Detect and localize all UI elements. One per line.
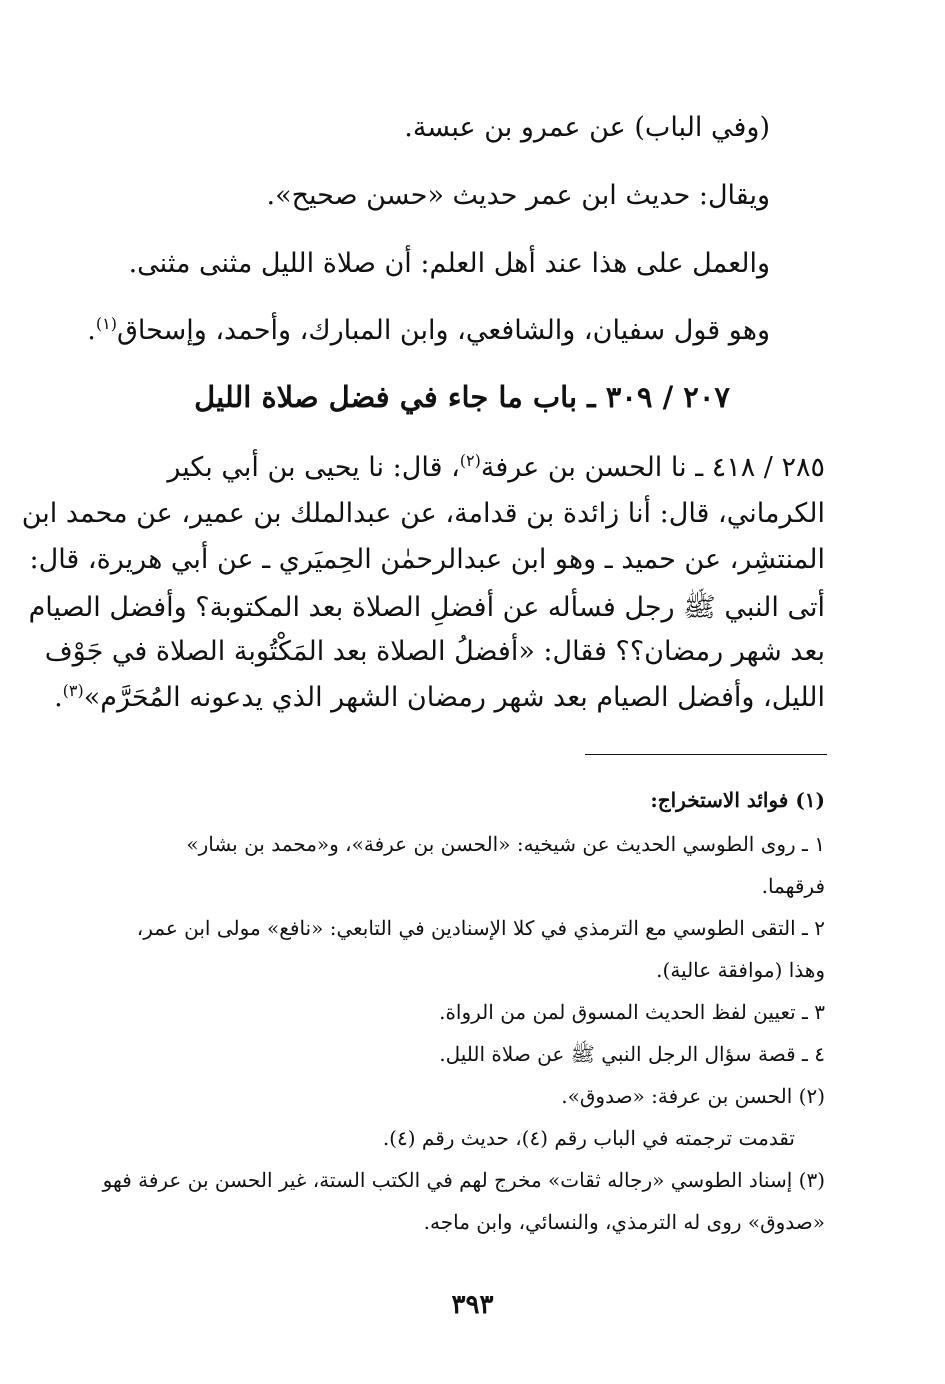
hadith-line: المنتشِر، عن حميد ـ وهو ابن عبدالرحمٰن الحِميَري ـ عن أبي هريرة، قال:: [29, 544, 825, 575]
text-segment: .: [54, 682, 63, 713]
footnote-2-detail: تقدمت ترجمته في الباب رقم (٤)، حديث رقم (٤).: [382, 1126, 795, 1150]
text-segment: وهو قول سفيان، والشافعي، وابن المبارك، وأحمد، وإسحاق: [116, 315, 770, 346]
text-segment: ، قال: نا يحيى بن أبي بكير: [167, 452, 460, 483]
footnote-item: ١ ـ روى الطوسي الحديث عن شيخيه: «الحسن بن عرفة»، و«محمد بن بشار»: [186, 832, 825, 856]
footnote-divider: [585, 754, 827, 755]
hadith-line: بعد شهر رمضان؟؟ فقال: «أفضلُ الصلاة بعد المَكْتُوبة الصلاة في جَوْف: [44, 636, 825, 667]
text-line: (وفي الباب) عن عمرو بن عبسة.: [404, 112, 770, 143]
footnote-item: فرقهما.: [761, 874, 825, 898]
hadith-line: الكرماني، قال: أنا زائدة بن قدامة، عن عبدالملك بن عمير، عن محمد ابن: [21, 498, 825, 529]
footnote-marker[interactable]: (١): [95, 314, 117, 333]
footnote-3: (٣) إسناد الطوسي «رجاله ثقات» مخرج لهم في الكتب الستة، غير الحسن بن عرفة فهو: [102, 1168, 825, 1192]
footnote-1-label: (١) فوائد الاستخراج:: [650, 788, 825, 812]
hadith-line: [54, 682, 825, 713]
footnote-marker[interactable]: (٢): [459, 451, 481, 470]
footnote-marker[interactable]: (٣): [62, 681, 84, 700]
footnote-item: ٣ ـ تعيين لفظ الحديث المسوق لمن من الرواة.: [439, 1000, 825, 1024]
text-line: والعمل على هذا عند أهل العلم: أن صلاة الليل مثنى مثنى.: [128, 248, 770, 279]
footnote-item: وهذا (موافقة عالية).: [656, 958, 825, 982]
page-number: ٣٩٣: [451, 1290, 494, 1320]
footnote-item: ٤ ـ قصة سؤال الرجل النبي ﷺ عن صلاة الليل.: [439, 1042, 825, 1066]
footnote-3-detail: «صدوق» روى له الترمذي، والنسائي، وابن ماجه.: [423, 1210, 825, 1234]
text-segment: .: [87, 315, 96, 346]
footnote-2: (٢) الحسن بن عرفة: «صدوق».: [561, 1084, 825, 1108]
text-segment: ٢٨٥ / ٤١٨ ـ نا الحسن بن عرفة: [480, 452, 825, 483]
hadith-line: [167, 452, 825, 483]
footnote-item: ٢ ـ التقى الطوسي مع الترمذي في كلا الإسنادين في التابعي: «نافع» مولى ابن عمر،: [136, 916, 825, 940]
text-segment: الليل، وأفضل الصيام بعد شهر رمضان الشهر الذي يدعونه المُحَرَّم»: [83, 682, 825, 713]
text-line: ويقال: حديث ابن عمر حديث «حسن صحيح».: [266, 180, 770, 211]
chapter-heading: ٢٠٧ / ٣٠٩ ـ باب ما جاء في فضل صلاة الليل: [194, 380, 730, 414]
hadith-line: أتى النبي ﷺ رجل فسأله عن أفضلِ الصلاة بعد المكتوبة؟ وأفضل الصيام: [28, 592, 825, 623]
text-line: [87, 315, 770, 346]
